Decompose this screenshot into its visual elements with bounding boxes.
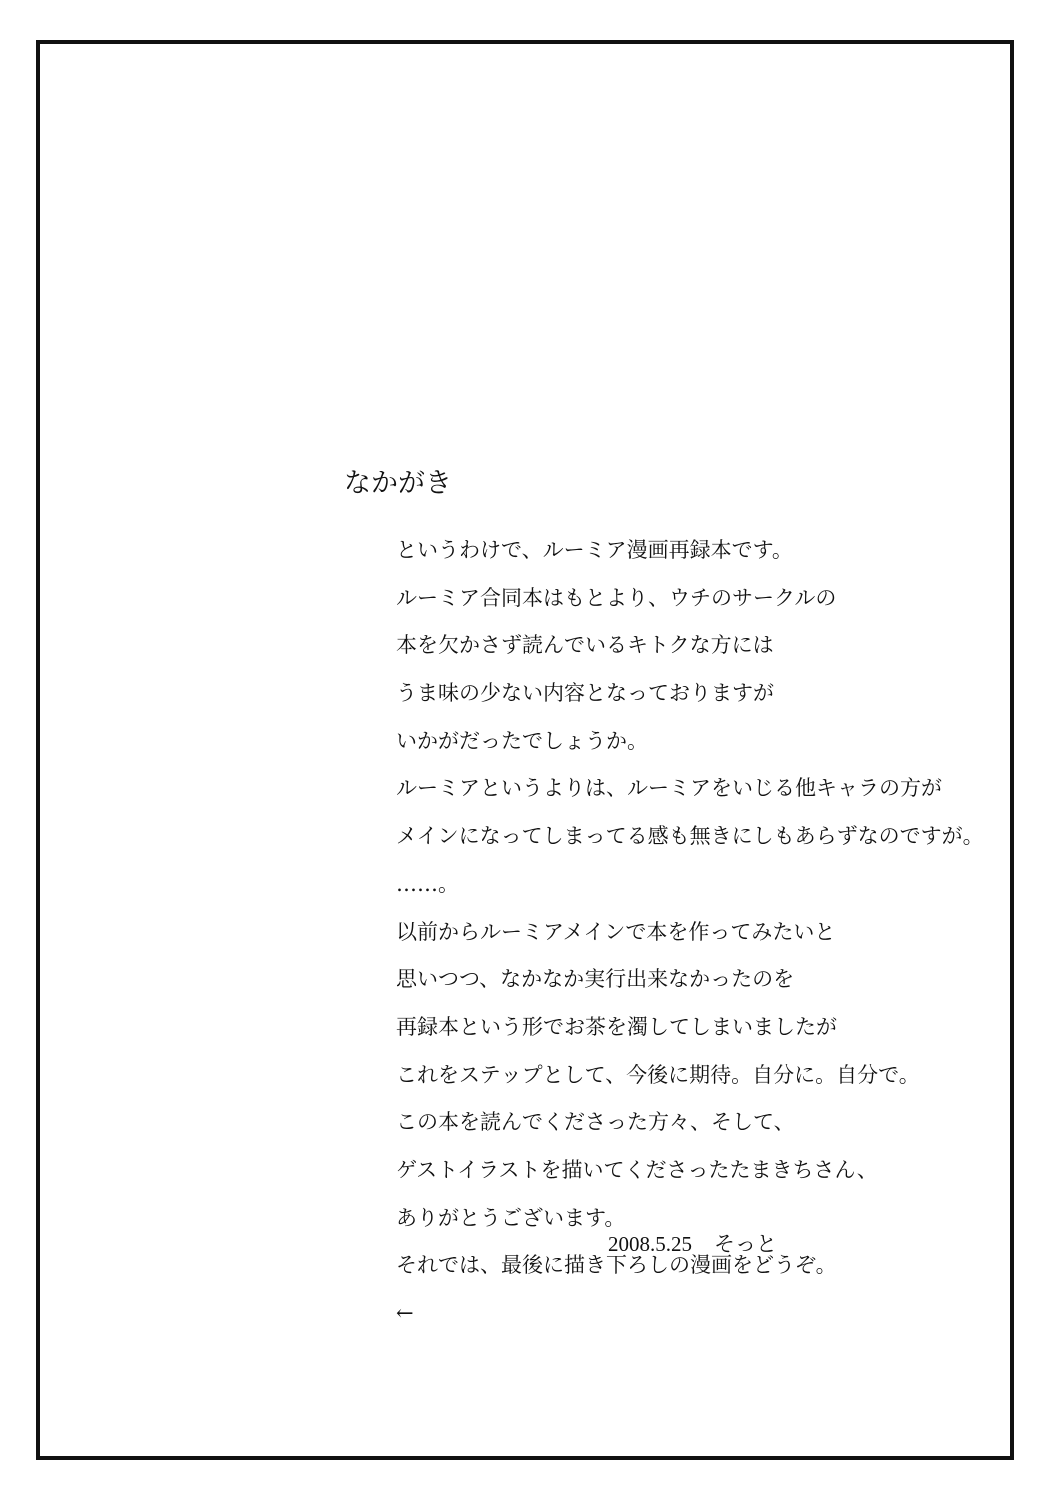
body-line: それでは、最後に描き下ろしの漫画をどうぞ。 [396,1253,837,1278]
body-line: ありがとうございます。 [396,1205,626,1230]
body-line: というわけで、ルーミア漫画再録本です。 [396,538,793,562]
afterword-heading: なかがき [344,468,452,499]
body-line: ……。 [396,871,459,896]
signature-author: そっと [714,1232,777,1256]
signature-date: 2008.5.25 [608,1232,692,1256]
body-line: 思いつつ、なかなか実行出来なかったのを [396,967,795,992]
left-arrow-mark: ← [396,1301,414,1325]
afterword-body [396,527,984,1338]
body-line: ルーミアというよりは、ルーミアをいじる他キャラの方が [396,776,942,801]
body-line: 再録本という形でお茶を濁してしまいましたが [396,1014,837,1039]
signature [608,1224,777,1264]
body-line: これをステップとして、今後に期待。自分に。自分で。 [396,1062,920,1087]
body-line: メインになってしまってる感も無きにしもあらずなのですが。 [396,824,984,849]
body-line: 以前からルーミアメインで本を作ってみたいと [396,919,836,944]
body-line: この本を読んでくださった方々、そして、 [396,1110,795,1135]
body-line: いかがだったでしょうか。 [396,728,648,753]
body-line: ゲストイラストを描いてくださったたまきちさん、 [396,1157,878,1182]
body-line: うま味の少ない内容となっておりますが [396,681,774,706]
body-line: ルーミア合同本はもとより、ウチのサークルの [396,585,837,610]
body-line: 本を欠かさず読んでいるキトクな方には [396,633,774,658]
